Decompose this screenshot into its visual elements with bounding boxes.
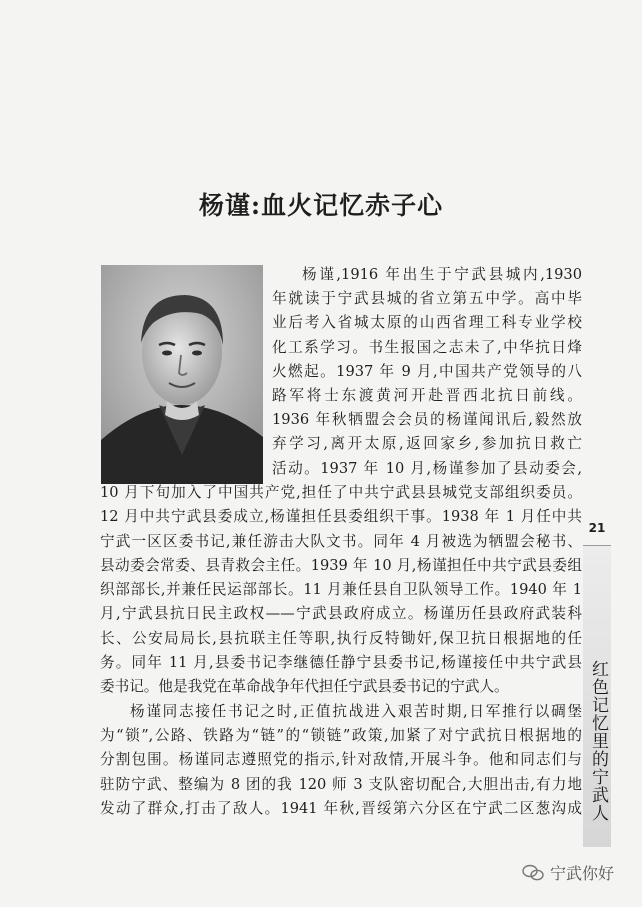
text-line: 1936 年秋牺盟会会员的杨谨闻讯后,毅然放 (272, 411, 582, 429)
text-line: 活动。1937 年 10 月,杨谨参加了县动委会, (272, 459, 582, 477)
text-line: 为“锁”,公路、铁路为“链”的“锁链”政策,加紧了对宁武抗日根据地的 (100, 726, 582, 744)
text-line: 分割包围。杨谨同志遵照党的指示,针对敌情,开展斗争。他和同志们与 (100, 751, 582, 769)
text-line: 宁武一区区委书记,兼任游击大队文书。同年 4 月被选为牺盟会秘书、 (100, 532, 582, 550)
text-line: 12 月中共宁武县委成立,杨谨担任县委组织干事。1938 年 1 月任中共 (100, 508, 582, 526)
body-text (100, 481, 582, 821)
text-line: 委书记。他是我党在革命战争年代担任宁武县委书记的宁武人。 (100, 678, 509, 696)
watermark (522, 861, 614, 884)
sidebar-title: 红色记忆里的宁武人 (588, 660, 608, 822)
page-title: 杨谨:血火记忆赤子心 (198, 191, 444, 220)
text-line: 发动了群众,打击了敌人。1941 年秋,晋绥第六分区在宁武二区葱沟成 (100, 799, 582, 817)
text-line: 县动委会常委、县青救会主任。1939 年 10 月,杨谨担任中共宁武县委组 (100, 556, 582, 574)
text-line: 年就读于宁武县城的省立第五中学。高中毕 (272, 290, 582, 308)
chat-bubble-icon (522, 864, 544, 882)
watermark-label: 宁武你好 (549, 864, 614, 883)
text-line: 路军将士东渡黄河开赴晋西北抗日前线。 (272, 387, 582, 405)
page-number: 21 (588, 521, 606, 535)
text-line: 业后考入省城太原的山西省理工科专业学校 (272, 314, 582, 332)
text-line: 化工系学习。书生报国之志未了,中华抗日烽 (272, 338, 582, 356)
text-line: 月,宁武县抗日民主政权——宁武县政府成立。杨谨历任县政府武装科 (100, 605, 582, 623)
portrait-photo (101, 265, 263, 484)
text-line: 弃学习,离开太原,返回家乡,参加抗日救亡 (272, 435, 582, 453)
text-line: 10 月下旬加入了中国共产党,担任了中共宁武县县城党支部组织委员。 (100, 484, 582, 501)
text-line: 火燃起。1937 年 9 月,中国共产党领导的八 (272, 362, 582, 380)
text-line: 杨谨同志接任书记之时,正值抗战进入艰苦时期,日军推行以碉堡 (130, 702, 582, 720)
intro-paragraph (272, 263, 582, 481)
text-line: 织部部长,并兼任民运部部长。11 月兼任县自卫队领导工作。1940 年 1 (100, 581, 582, 599)
text-line: 务。同年 11 月,县委书记李继德任静宁县委书记,杨谨接任中共宁武县 (100, 654, 582, 672)
text-line: 长、公安局局长,县抗联主任等职,执行反特锄奸,保卫抗日根据地的任 (100, 629, 582, 647)
text-line: 杨谨,1916 年出生于宁武县城内,1930 (302, 266, 582, 283)
text-line: 驻防宁武、整编为 8 团的我 120 师 3 支队密切配合,大胆出击,有力地 (100, 775, 582, 793)
